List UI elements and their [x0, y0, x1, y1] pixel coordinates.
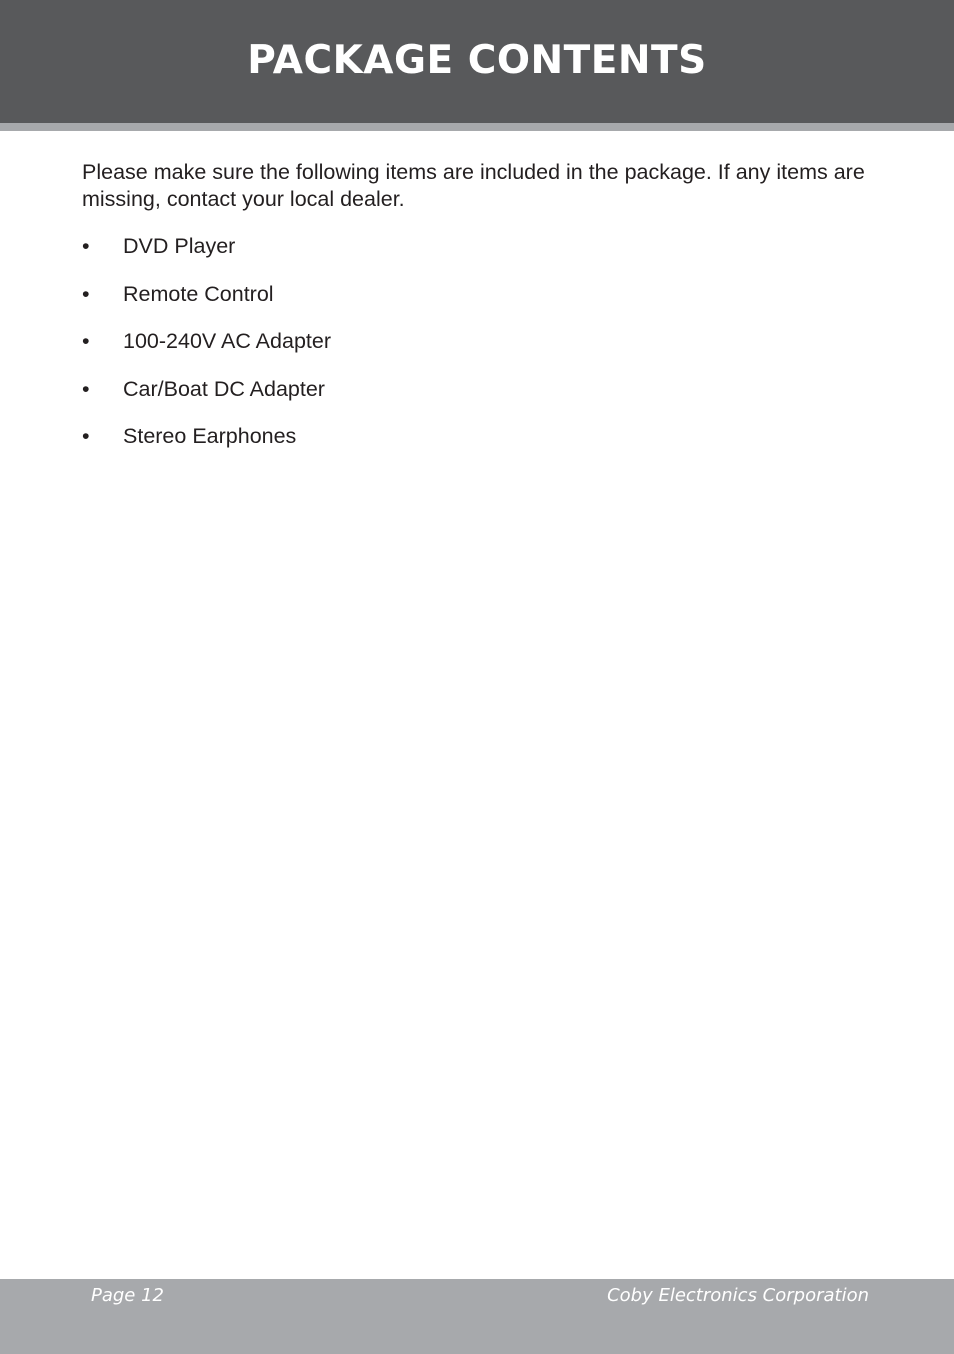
list-item	[82, 423, 782, 450]
item-label-dc-adapter: Car/Boat DC Adapter	[123, 376, 325, 401]
item-label-stereo-earphones: Stereo Earphones	[123, 424, 297, 449]
header-divider	[0, 123, 954, 131]
page-number: Page 12	[91, 1285, 165, 1306]
list-item	[82, 233, 782, 260]
page-footer	[0, 1279, 954, 1354]
item-label-ac-adapter: 100-240V AC Adapter	[123, 329, 331, 354]
bullet-icon: •	[82, 376, 90, 401]
item-label-remote-control: Remote Control	[123, 281, 274, 306]
list-item	[82, 376, 782, 403]
item-label-dvd-player: DVD Player	[123, 234, 236, 258]
bullet-icon: •	[82, 234, 90, 258]
bullet-icon: •	[82, 281, 90, 306]
intro-paragraph: Please make sure the following items are included in the package. If any items are missing, contact your local dealer.	[82, 160, 865, 211]
package-items-list	[82, 233, 782, 471]
page-title: PACKAGE CONTENTS	[247, 38, 707, 83]
list-item	[82, 328, 782, 355]
bullet-icon: •	[82, 424, 90, 449]
page-header	[0, 0, 954, 123]
list-item	[82, 281, 782, 308]
bullet-icon: •	[82, 329, 90, 354]
company-name: Coby Electronics Corporation	[607, 1285, 869, 1306]
